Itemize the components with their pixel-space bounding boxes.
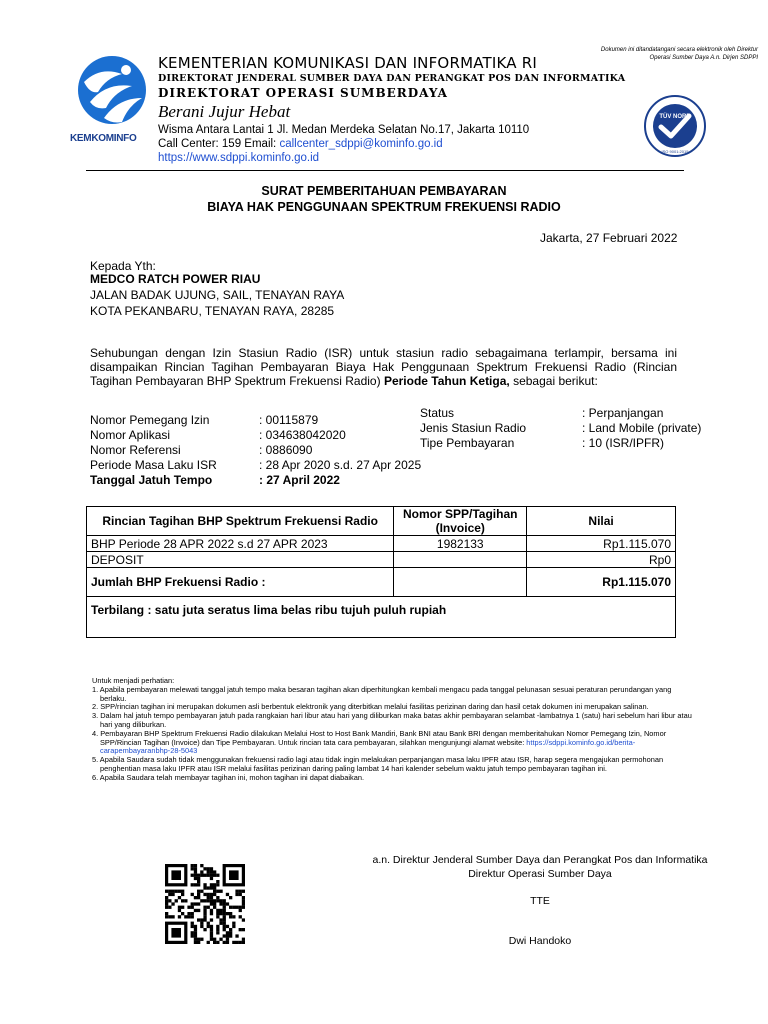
info-label: Nomor Aplikasi <box>90 428 171 442</box>
info-value: : 10 (ISR/IPFR) <box>582 436 665 450</box>
table-header-cell: Nilai <box>527 507 676 536</box>
signature-line1: a.n. Direktur Jenderal Sumber Daya dan Perangkat Pos dan Informatika <box>372 854 708 866</box>
recipient-address1: JALAN BADAK UJUNG, SAIL, TENAYAN RAYA <box>90 288 345 302</box>
note-item: 3. Dalam hal jatuh tempo pembayaran jatuh pada rangkaian hari libur atau hari yang diliburkan maka batas akhir pembayaran selambat -lambatnya 1 (satu) hari sebelum hari libur atau hari yang diliburkan. <box>92 711 692 729</box>
header-divider <box>86 170 684 171</box>
website-link[interactable]: https://www.sdppi.kominfo.go.id <box>158 152 320 164</box>
info-label: Status <box>420 406 455 420</box>
kemkominfo-logo-icon <box>70 52 154 134</box>
note-item: 2. SPP/rincian tagihan ini merupakan dokumen asli berbentuk elektronik yang diterbitkan melalui fasilitas perizinan daring dan hasil cetak dokumen ini merupakan salinan. <box>92 702 649 712</box>
info-value: : 28 Apr 2020 s.d. 27 Apr 2025 <box>259 458 422 472</box>
terbilang-row <box>87 597 676 638</box>
signature-tte: TTE <box>530 895 550 907</box>
contact-line <box>158 138 443 150</box>
table-header-cell: Rincian Tagihan BHP Spektrum Frekuensi Radio <box>87 507 394 536</box>
note-item: 6. Apabila Saudara telah membayar tagihan ini, mohon tagihan ini dapat diabaikan. <box>92 772 364 782</box>
directorate: DIREKTORAT OPERASI SUMBERDAYA <box>158 86 448 100</box>
total-label: Jumlah BHP Frekuensi Radio : <box>87 568 394 597</box>
table-cell: 1982133 <box>394 536 527 552</box>
badge-text-bottom: ISO 9001:2015 <box>661 149 689 154</box>
note-item-text: 4. Pembayaran BHP Spektrum Frekuensi Radio dilakukan Melalui Host to Host Bank Mandiri, Bank BNI atau Bank BRI dengan memberitahukan Nomor Pemegang Izin, Nomor SPP/Rincian Tagihan (Invoice) dan Tipe Pembayaran. Untuk rincian tata cara pembayaran, silahkan mengunjungi alamat website: <box>92 728 667 747</box>
table-cell <box>394 568 527 597</box>
total-value: Rp1.115.070 <box>527 568 676 597</box>
intro-tail: sebagai berikut: <box>509 374 598 388</box>
note-item: 5. Apabila Saudara sudah tidak menggunakan frekuensi radio lagi atau tidak ingin melakukan perpanjangan masa laku IPFR atau ISR, harap segera mengajukan permohonan penghentian masa laku IPFR atau ISR melalui fasilitas perizinan daring paling lambat 14 hari kalender sebelum waktu jatuh tempo pembayaran tagihan ini. <box>92 755 664 773</box>
letter-date: Jakarta, 27 Februari 2022 <box>540 231 678 245</box>
intro-period: Periode Tahun Ketiga, <box>383 374 510 388</box>
recipient-name: MEDCO RATCH POWER RIAU <box>90 272 261 286</box>
document-title-line1: SURAT PEMBERITAHUAN PEMBAYARAN <box>261 184 507 198</box>
notes-section <box>92 677 692 783</box>
intro-text: Sehubungan dengan Izin Stasiun Radio (ISR) untuk stasiun radio sebagaimana terlampir, bersama ini disampaikan Rincian Tagihan Pembayaran Biaya Hak Penggunaan Spektrum Frekuensi Radio (Rincian Tagihan Pembayaran BHP Spektrum Frekuensi Radio) <box>90 346 677 388</box>
table-cell <box>394 552 527 568</box>
info-value: : Perpanjangan <box>582 406 664 420</box>
payment-info-link[interactable]: https://sdppi.kominfo.go.id/berita-carapembayaranbhp-28-5043 <box>100 737 636 756</box>
note-item-payment <box>92 730 692 756</box>
table-total-row <box>87 568 676 597</box>
note-item: 1. Apabila pembayaran melewati tanggal jatuh tempo maka besaran tagihan akan diperhitungkan kembali mengacu pada tanggal pelunasan sesuai peraturan perundangan yang berlaku. <box>92 684 672 703</box>
kemkominfo-logo <box>70 52 160 142</box>
recipient-address2: KOTA PEKANBARU, TENAYAN RAYA, 28285 <box>90 304 335 318</box>
document-title-line2: BIAYA HAK PENGGUNAAN SPEKTRUM FREKUENSI RADIO <box>207 200 561 214</box>
signature-name: Dwi Handoko <box>508 935 572 947</box>
call-center-label: Call Center: 159 Email: <box>158 138 280 150</box>
ministry-name: KEMENTERIAN KOMUNIKASI DAN INFORMATIKA RI <box>158 54 537 72</box>
info-label: Tipe Pembayaran <box>420 436 515 450</box>
address: Wisma Antara Lantai 1 Jl. Medan Merdeka Selatan No.17, Jakarta 10110 <box>158 124 530 136</box>
info-label: Periode Masa Laku ISR <box>90 458 217 472</box>
table-cell: Rp1.115.070 <box>527 536 676 552</box>
info-value: : 27 April 2022 <box>259 473 340 487</box>
motto: Berani Jujur Hebat <box>158 102 291 121</box>
info-value: : Land Mobile (private) <box>582 421 702 435</box>
directorate-general: DIREKTORAT JENDERAL SUMBER DAYA DAN PERANGKAT POS DAN INFORMATIKA <box>158 73 626 84</box>
table-header-cell: Nomor SPP/Tagihan (Invoice) <box>394 507 527 536</box>
info-value: : 0886090 <box>259 443 313 457</box>
recipient-greeting: Kepada Yth: <box>90 259 156 273</box>
logo-text: KEMKOMINFO <box>70 133 137 144</box>
info-label: Nomor Referensi <box>90 443 181 457</box>
table-cell: BHP Periode 28 APR 2022 s.d 27 APR 2023 <box>87 536 394 552</box>
terbilang-text: Terbilang : satu juta seratus lima belas ribu tujuh puluh rupiah <box>87 597 676 638</box>
email-link[interactable]: callcenter_sdppi@kominfo.go.id <box>279 138 443 150</box>
notes-heading: Untuk menjadi perhatian: <box>92 676 175 685</box>
info-label: Nomor Pemegang Izin <box>90 413 210 427</box>
intro-paragraph <box>90 346 677 388</box>
info-label: Jenis Stasiun Radio <box>420 421 527 435</box>
qr-code-icon <box>165 864 245 944</box>
billing-table <box>86 506 676 638</box>
table-row <box>87 552 676 568</box>
table-cell: Rp0 <box>527 552 676 568</box>
info-label: Tanggal Jatuh Tempo <box>90 473 213 487</box>
signature-line2: Direktur Operasi Sumber Daya <box>468 868 612 880</box>
info-value: : 00115879 <box>259 413 319 427</box>
tuv-badge <box>643 94 707 158</box>
table-header-row <box>87 507 676 536</box>
table-cell: DEPOSIT <box>87 552 394 568</box>
badge-text-top: TÜV NORD <box>659 114 691 120</box>
e-signature-note: Dokumen ini ditandatangani secara elektronik oleh Direktur Operasi Sumber Daya A.n. Dirjen SDPPI <box>600 47 758 61</box>
qr-code <box>165 864 245 944</box>
tuv-certification-icon <box>643 94 707 158</box>
table-row <box>87 536 676 552</box>
info-value: : 034638042020 <box>259 428 346 442</box>
